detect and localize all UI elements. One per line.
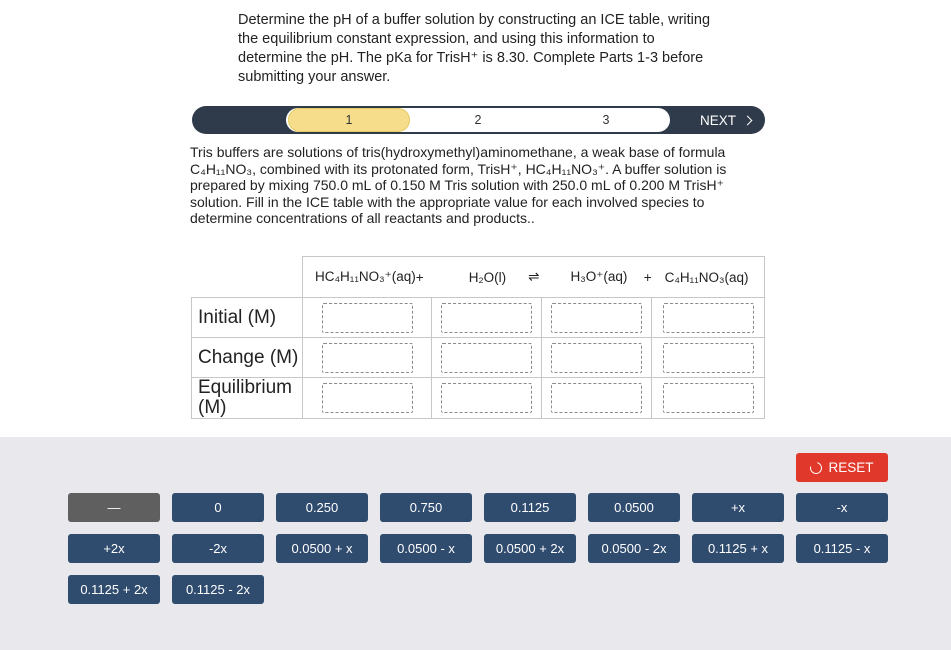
reset-button[interactable] [796,453,888,482]
problem-line: C₄H₁₁NO₃, combined with its protonated form, TrisH⁺, HC₄H₁₁NO₃⁺. A buffer solution is [190,160,727,177]
row-label: Equilibrium (M) [192,378,303,419]
instructions [238,11,738,87]
answer-tile[interactable]: 0.0500 - x [380,534,472,563]
ice-header-cell [541,257,651,298]
initial-base-input[interactable] [663,303,754,333]
equilibrium-reactant-input[interactable] [322,383,413,413]
answer-tile[interactable]: 0.1125 - x [796,534,888,563]
species-label: C₄H₁₁NO₃(aq) [664,269,749,285]
species-label: H₃O⁺(aq) [570,269,628,284]
answer-tile[interactable]: +2x [68,534,160,563]
step-2-tab[interactable]: 2 [474,113,482,127]
problem-line: determine concentrations of all reactants and products.. [190,210,535,227]
equilibrium-water-input[interactable] [441,383,532,413]
change-reactant-input[interactable] [322,343,413,373]
ice-row-change [192,338,765,378]
next-button[interactable] [700,106,751,134]
ice-table [191,256,765,419]
problem-line: Tris buffers are solutions of tris(hydroxymethyl)aminomethane, a weak base of formula [190,144,726,160]
instructions-line: submitting your answer. [238,69,391,85]
reset-label: RESET [828,460,874,475]
change-hydronium-input[interactable] [551,343,642,373]
answer-tile[interactable]: 0.750 [380,493,472,522]
instructions-line: the equilibrium constant expression, and using this information to [238,31,655,47]
operator-label: + [643,269,652,285]
problem-statement [190,144,765,227]
step-3-tab[interactable]: 3 [602,113,610,127]
problem-line: solution. Fill in the ICE table with the appropriate value for each involved species to [190,193,705,210]
answer-tile[interactable]: 0.1125 + x [692,534,784,563]
answer-tile[interactable]: 0.0500 + x [276,534,368,563]
initial-hydronium-input[interactable] [551,303,642,333]
change-base-input[interactable] [663,343,754,373]
answer-tile[interactable]: 0 [172,493,264,522]
row-label: Change (M) [192,338,303,378]
answer-tile[interactable]: 0.250 [276,493,368,522]
answer-tile[interactable]: +x [692,493,784,522]
equilibrium-hydronium-input[interactable] [551,383,642,413]
ice-row-equilibrium [192,378,765,419]
step-1-tab[interactable]: 1 [288,108,410,132]
instructions-line: Determine the pH of a buffer solution by constructing an ICE table, writing [238,12,711,28]
row-label: Initial (M) [192,298,303,338]
ice-header-row [192,257,765,298]
answer-tile[interactable]: 0.0500 + 2x [484,534,576,563]
chevron-right-icon [743,115,753,125]
equilibrium-arrow-icon: ⇌ [528,269,540,284]
answer-tile[interactable]: -x [796,493,888,522]
problem-line: prepared by mixing 750.0 mL of 0.150 M Tris solution with 250.0 mL of 0.200 M TrisH⁺ [190,177,724,194]
ice-header-cell [652,257,765,298]
instructions-line: determine the pH. The pKa for TrisH⁺ is 8.30. Complete Parts 1-3 before [238,50,704,66]
initial-water-input[interactable] [441,303,532,333]
answer-tray [0,437,951,650]
next-button-label: NEXT [699,112,736,128]
answer-tile[interactable]: 0.0500 [588,493,680,522]
answer-tile[interactable]: 0.1125 + 2x [68,575,160,604]
part-stepper [192,106,765,134]
answer-tile[interactable]: 0.1125 [484,493,576,522]
answer-tile[interactable]: 0.1125 - 2x [172,575,264,604]
species-label: H₂O(l) [468,269,507,285]
reset-icon [808,459,824,475]
answer-tile[interactable]: -2x [172,534,264,563]
initial-reactant-input[interactable] [322,303,413,333]
operator-label: + [415,269,424,285]
ice-header-cell [303,257,432,298]
answer-tile[interactable]: 0.0500 - 2x [588,534,680,563]
answer-tile[interactable]: — [68,493,160,522]
equilibrium-base-input[interactable] [663,383,754,413]
ice-header-cell [432,257,542,298]
species-label: HC₄H₁₁NO₃⁺(aq) [315,269,416,284]
ice-row-initial [192,298,765,338]
change-water-input[interactable] [441,343,532,373]
